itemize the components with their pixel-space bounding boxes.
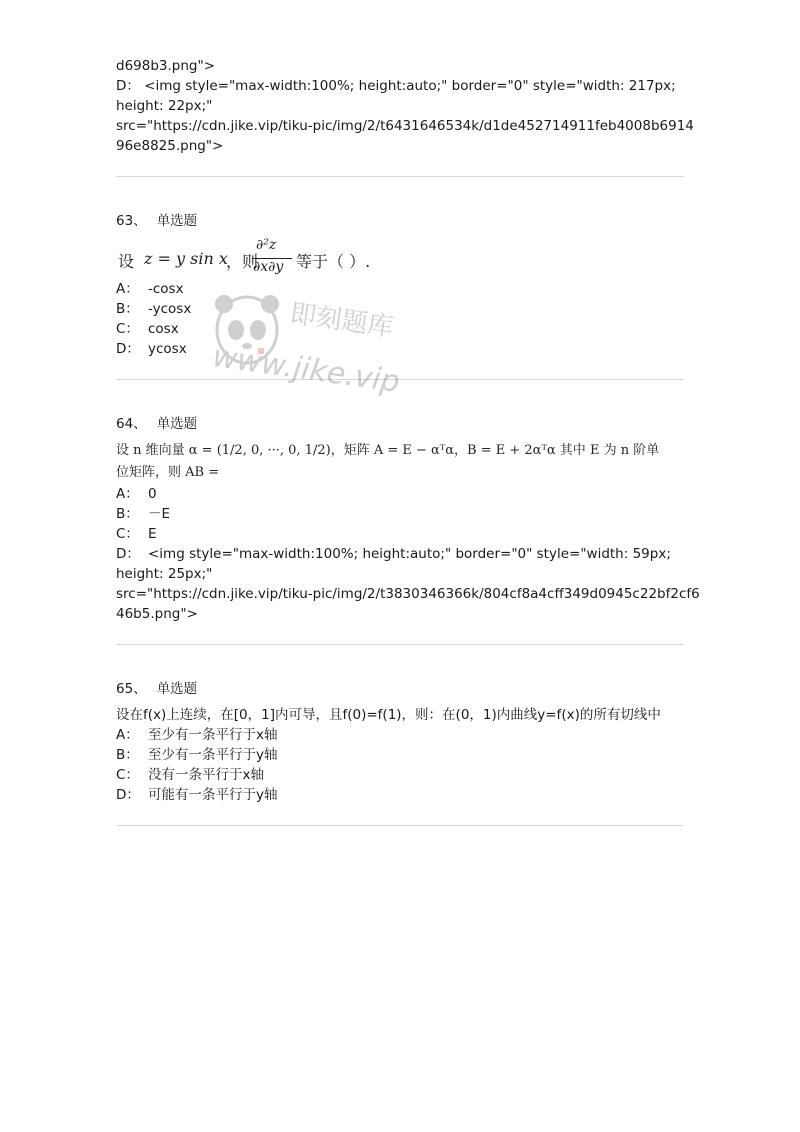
option-text-line: height: 22px;" [116, 98, 213, 114]
option-text: <img style="max-width:100%; height:auto;" border="0" style="width: 59px; [148, 546, 671, 562]
option-d[interactable] [116, 339, 684, 359]
option-text-line: 46b5.png"> [116, 606, 198, 622]
option-label: D： [116, 787, 140, 803]
question-header [116, 211, 684, 231]
option-label: A： [116, 727, 139, 743]
fraction-numerator: ∂²z [256, 237, 277, 253]
stem-suffix: 等于（ ）. [296, 252, 371, 271]
option-text-line: src="https://cdn.jike.vip/tiku-pic/img/2/t6431646534k/d1de452714911feb4008b6914 [116, 118, 694, 134]
question-type: 单选题 [156, 416, 198, 432]
question-64 [116, 414, 700, 624]
option-c[interactable] [116, 765, 684, 785]
option-text: <img style="max-width:100%; height:auto;" border="0" style="width: 217px; [144, 78, 676, 94]
option-text: 可能有一条平行于y轴 [148, 787, 278, 803]
fraction-denominator: ∂x∂y [253, 259, 284, 275]
question-stem-image [116, 440, 684, 484]
option-text-line: 96e8825.png"> [116, 138, 224, 154]
option-text: 至少有一条平行于x轴 [148, 727, 278, 743]
q62-text-line: d698b3.png"> [116, 58, 216, 74]
option-c[interactable] [116, 319, 684, 339]
stem-line: 位矩阵，则 AB = [116, 465, 220, 480]
divider [116, 176, 684, 177]
question-65 [116, 679, 684, 805]
question-number: 64、 [116, 416, 147, 432]
stem-prefix: 设 [118, 252, 135, 271]
question-stem: 设在f(x)上连续，在[0，1]内可导，且f(0)=f(1)，则：在(0，1)内曲线y=f(x)的所有切线中 [116, 707, 661, 723]
option-a[interactable] [116, 725, 684, 745]
option-label: B： [116, 747, 139, 763]
option-text: -ycosx [148, 301, 192, 317]
option-text: -cosx [148, 281, 184, 297]
question-number: 65、 [116, 681, 147, 697]
stem-then: ，则 [226, 252, 259, 271]
divider [116, 644, 684, 645]
option-text: cosx [148, 321, 179, 337]
watermark-brand: 即刻题库 [288, 298, 396, 344]
watermark-url: www.jike.vip [210, 339, 402, 400]
q62-option-d[interactable] [116, 76, 684, 96]
option-b[interactable] [116, 299, 684, 319]
option-text: ycosx [148, 341, 187, 357]
question-number: 63、 [116, 213, 147, 229]
option-label: B： [116, 506, 139, 522]
option-b[interactable] [116, 504, 684, 524]
question-type: 单选题 [156, 681, 198, 697]
option-label: C： [116, 526, 139, 542]
option-c[interactable] [116, 524, 684, 544]
option-label: B： [116, 301, 139, 317]
question-62-tail [116, 56, 694, 156]
option-text: 至少有一条平行于y轴 [148, 747, 278, 763]
option-text: －E [148, 506, 171, 522]
question-stem-image [116, 239, 684, 279]
option-label: C： [116, 321, 139, 337]
divider [116, 825, 684, 826]
option-label: D： [116, 546, 140, 562]
option-text: E [148, 526, 157, 542]
option-label: D： [116, 341, 140, 357]
option-a[interactable] [116, 484, 684, 504]
option-a[interactable] [116, 279, 684, 299]
option-text-line: height: 25px;" [116, 566, 213, 582]
question-type: 单选题 [156, 213, 198, 229]
option-d[interactable] [116, 544, 684, 564]
option-b[interactable] [116, 745, 684, 765]
question-header [116, 679, 684, 699]
option-text-line: src="https://cdn.jike.vip/tiku-pic/img/2/t3830346366k/804cf8a4cff349d0945c22bf2cf6 [116, 586, 700, 602]
option-label: C： [116, 767, 139, 783]
document-body [116, 56, 700, 826]
stem-equation: z = y sin x [144, 249, 228, 268]
option-text: 没有一条平行于x轴 [148, 767, 264, 783]
question-header [116, 414, 684, 434]
option-text: 0 [148, 486, 157, 502]
option-label: A： [116, 281, 139, 297]
question-63 [116, 211, 684, 359]
divider [116, 379, 684, 380]
option-d[interactable] [116, 785, 684, 805]
stem-line: 设 n 维向量 α = (1/2, 0, ···, 0, 1/2)，矩阵 A = E − αᵀα，B = E + 2αᵀα 其中 E 为 n 阶单 [116, 443, 660, 458]
option-label: A： [116, 486, 139, 502]
option-label: D： [116, 78, 140, 94]
